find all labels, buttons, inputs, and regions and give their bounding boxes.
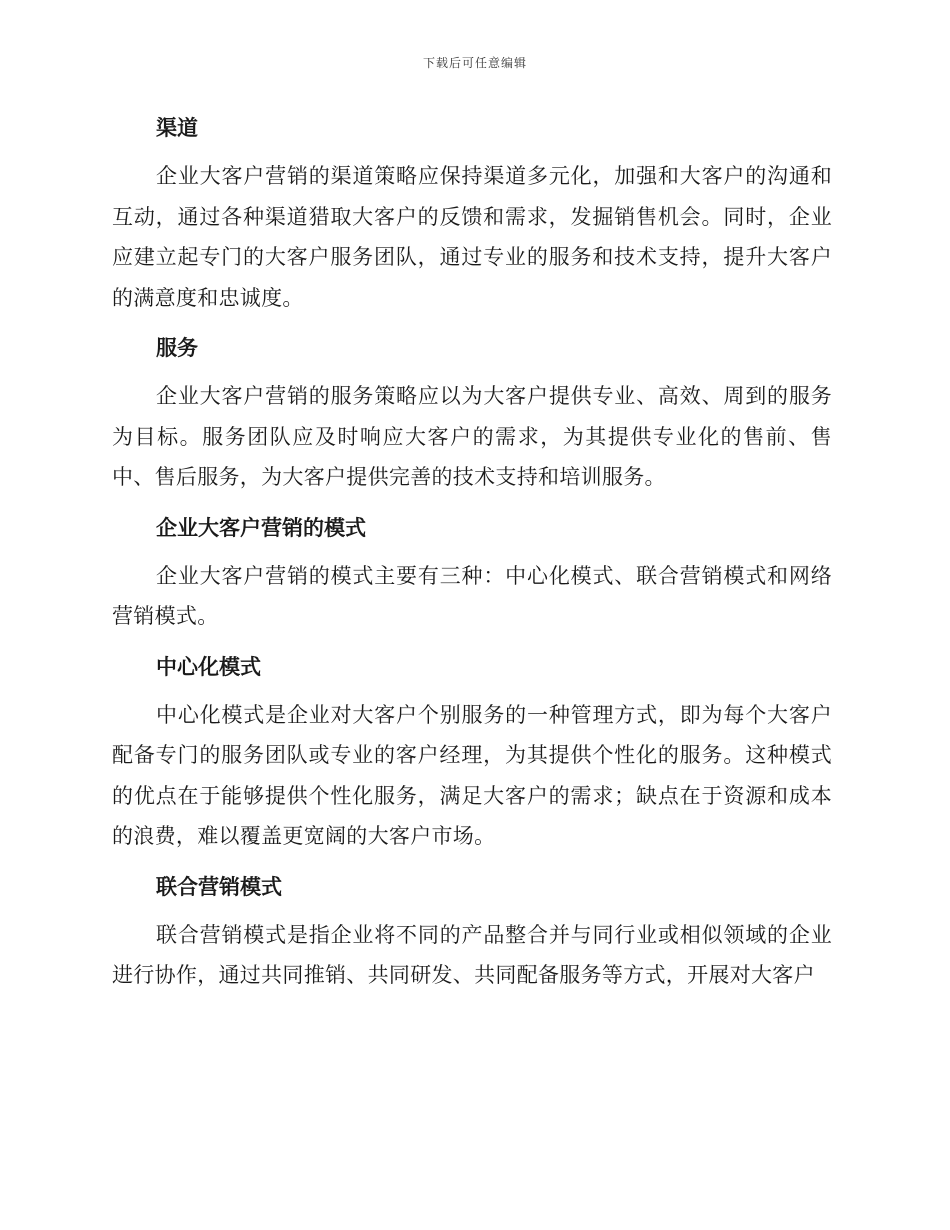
section-heading-modes: 企业大客户营销的模式: [156, 515, 366, 540]
section-heading-joint-marketing: 联合营销模式: [156, 874, 282, 899]
section-paragraph-channel: 企业大客户营销的渠道策略应保持渠道多元化，加强和大客户的沟通和互动，通过各种渠道猎取大客户的反馈和需求，发掘销售机会。同时，企业应建立起专门的大客户服务团队，通过专业的服务和技术支持，提升大客户的满意度和忠诚度。: [112, 164, 832, 310]
section-paragraph-centralized: 中心化模式是企业对大客户个别服务的一种管理方式，即为每个大客户配备专门的服务团队或专业的客户经理，为其提供个性化的服务。这种模式的优点在于能够提供个性化服务，满足大客户的需求；缺点在于资源和成本的浪费，难以覆盖更宽阔的大客户市场。: [112, 702, 832, 848]
section-heading-channel: 渠道: [156, 116, 198, 140]
section-heading-centralized: 中心化模式: [156, 654, 261, 679]
section-paragraph-joint-marketing: 联合营销模式是指企业将不同的产品整合并与同行业或相似领域的企业进行协作，通过共同推销、共同研发、共同配备服务等方式，开展对大客户: [112, 922, 832, 987]
document-body: [112, 108, 832, 1006]
header-note: 下载后可任意编辑: [422, 56, 527, 70]
section-paragraph-service: 企业大客户营销的服务策略应以为大客户提供专业、高效、周到的服务为目标。服务团队应及时响应大客户的需求，为其提供专业化的售前、售中、售后服务，为大客户提供完善的技术支持和培训服务。: [112, 384, 832, 489]
section-heading-service: 服务: [156, 336, 198, 360]
section-paragraph-modes: 企业大客户营销的模式主要有三种：中心化模式、联合营销模式和网络营销模式。: [112, 563, 832, 628]
